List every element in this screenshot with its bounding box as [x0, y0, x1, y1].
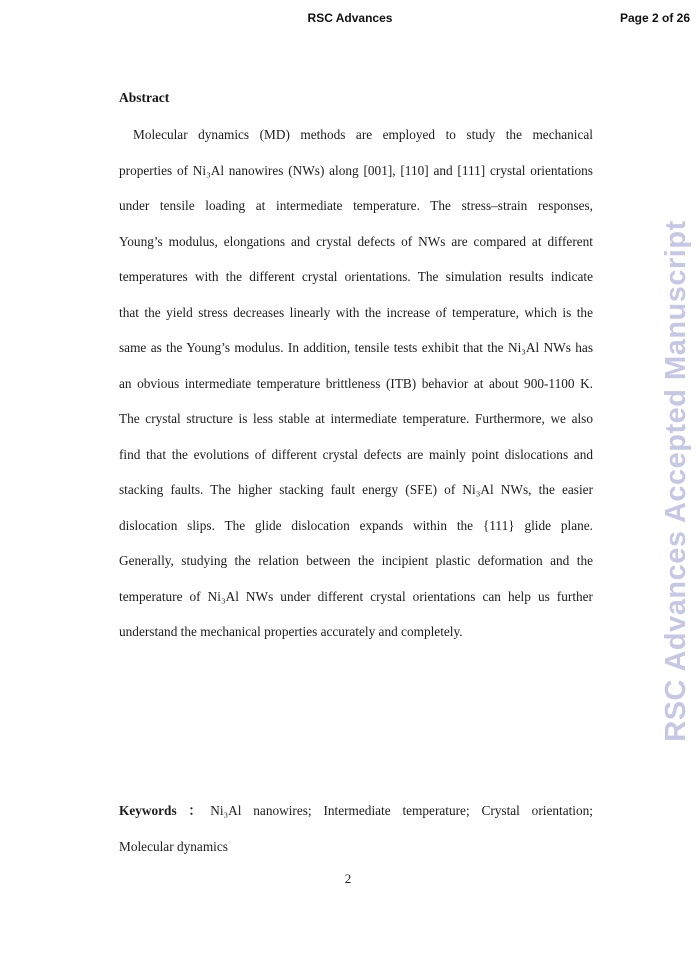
keywords-block: [119, 793, 593, 864]
abstract-line: same as the Young’s modulus. In addition, tensile tests exhibit that the Ni₃Al NWs has: [119, 340, 593, 355]
abstract-line: The crystal structure is less stable at intermediate temperature. Furthermore, we also: [119, 411, 593, 426]
abstract-line: properties of Ni₃Al nanowires (NWs) along [001], [110] and [111] crystal orientations: [119, 162, 593, 178]
page-indicator: Page 2 of 26: [619, 11, 690, 25]
abstract-line: under tensile loading at intermediate temperature. The stress–strain responses,: [119, 198, 593, 213]
abstract-line: stacking faults. The higher stacking fault energy (SFE) of Ni₃Al NWs, the easier: [119, 482, 593, 497]
keywords-text: Ni₃Al nanowires; Intermediate temperature; Crystal orientation;: [210, 803, 593, 818]
abstract-line: an obvious intermediate temperature brittleness (ITB) behavior at about 900-1100 K.: [119, 375, 593, 391]
journal-title: RSC Advances: [307, 11, 393, 25]
abstract-line: temperatures with the different crystal orientations. The simulation results indicate: [119, 269, 593, 284]
keywords-line: [119, 793, 593, 829]
abstract-line: Molecular dynamics (MD) methods are employed to study the mechanical: [133, 127, 593, 142]
abstract-line: temperature of Ni₃Al NWs under different crystal orientations can help us further: [119, 588, 593, 604]
abstract-line: Generally, studying the relation between the incipient plastic deformation and the: [119, 553, 593, 568]
abstract-line: understand the mechanical properties accurately and completely.: [119, 624, 463, 639]
page-number: 2: [344, 871, 352, 886]
keywords-line: Molecular dynamics: [119, 838, 228, 854]
abstract-line: find that the evolutions of different crystal defects are mainly point dislocations and: [119, 446, 593, 462]
abstract-line: that the yield stress decreases linearly with the increase of temperature, which is the: [119, 304, 593, 320]
keywords-label: Keywords ：: [119, 803, 211, 818]
abstract-line: Young’s modulus, elongations and crystal defects of NWs are compared at different: [119, 233, 593, 249]
abstract-line: dislocation slips. The glide dislocation expands within the {111} glide plane.: [119, 517, 593, 533]
watermark-text: RSC Advances Accepted Manuscript: [660, 220, 692, 742]
abstract-heading: Abstract: [119, 90, 170, 105]
abstract-paragraph: [119, 117, 593, 650]
